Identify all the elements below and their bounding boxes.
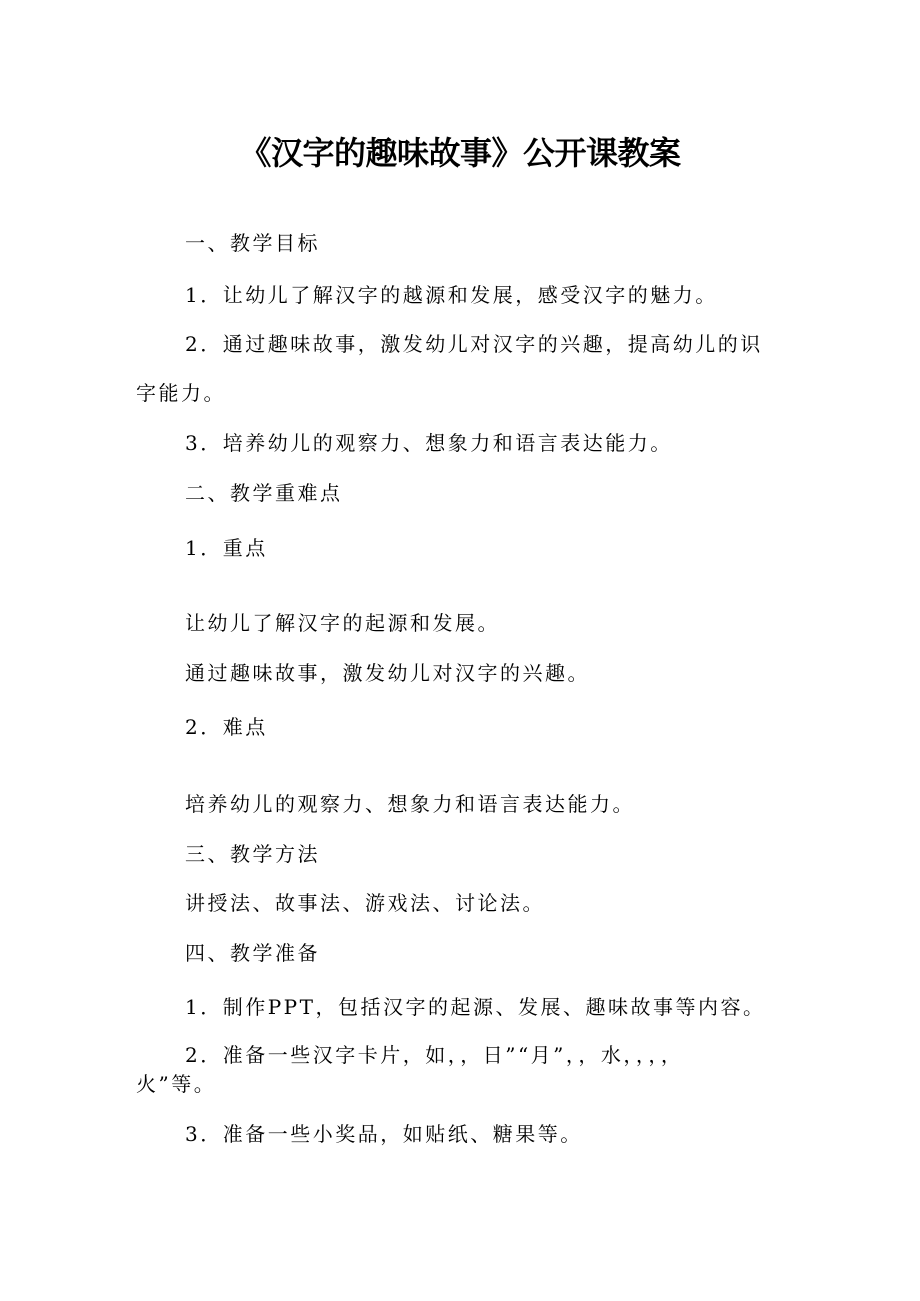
methods-line-1: 讲授法、故事法、游戏法、讨论法。	[185, 891, 545, 915]
objective-item-2-line-2: 字能力。	[136, 381, 226, 405]
preparation-item-2-line-2: 火”等。	[136, 1072, 217, 1096]
preparation-item-2-line-1: 2．准备一些汉字卡片，如，，日”“月”，，水，，，，	[185, 1043, 684, 1067]
difficult-point-label: 2．难点	[185, 715, 268, 739]
objective-item-1: 1．让幼儿了解汉字的越源和发展，感受汉字的魅力。	[185, 283, 718, 307]
section-heading-objectives: 一、教学目标	[185, 231, 320, 255]
difficult-point-line-1: 培养幼儿的观察力、想象力和语言表达能力。	[185, 792, 635, 816]
preparation-item-3: 3．准备一些小奖品，如贴纸、糖果等。	[185, 1122, 583, 1146]
section-heading-key-points: 二、教学重难点	[185, 481, 343, 505]
objective-item-3: 3．培养幼儿的观察力、想象力和语言表达能力。	[185, 431, 673, 455]
objective-item-2-line-1: 2．通过趣味故事，激发幼儿对汉字的兴趣，提高幼儿的识	[185, 332, 763, 356]
preparation-item-1: 1．制作PPT，包括汉字的起源、发展、趣味故事等内容。	[185, 995, 766, 1019]
document-title: 《汉字的趣味故事》公开课教案	[239, 134, 681, 172]
section-heading-preparation: 四、教学准备	[185, 941, 320, 965]
section-heading-methods: 三、教学方法	[185, 842, 320, 866]
key-point-label: 1．重点	[185, 536, 268, 560]
key-point-line-2: 通过趣味故事，激发幼儿对汉字的兴趣。	[185, 661, 590, 685]
key-point-line-1: 让幼儿了解汉字的起源和发展。	[185, 611, 500, 635]
